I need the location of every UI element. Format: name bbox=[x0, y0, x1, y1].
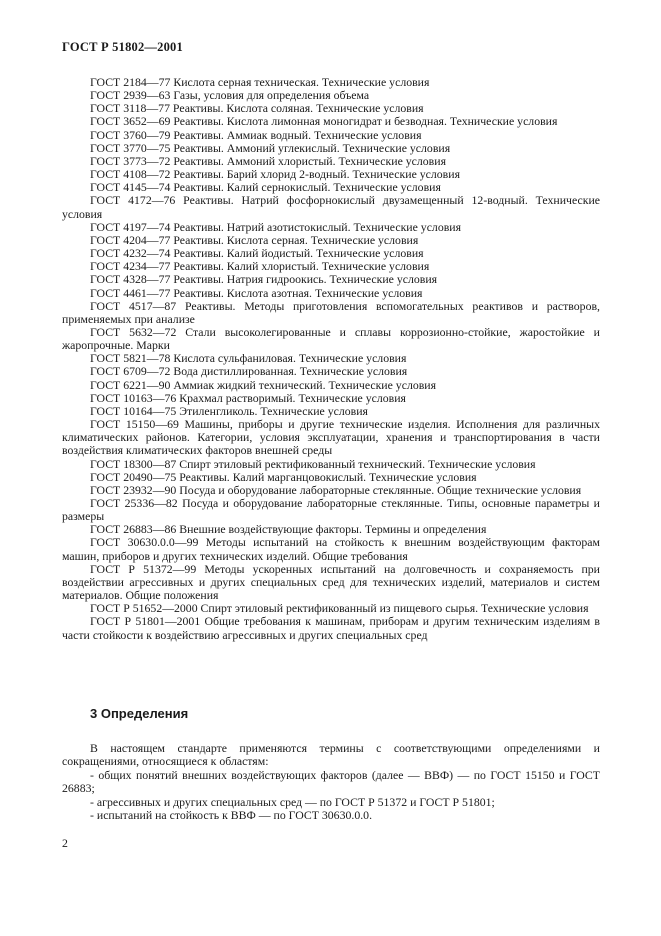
reference-item: ГОСТ 2939—63 Газы, условия для определения объема bbox=[90, 88, 370, 103]
reference-item: ГОСТ 6221—90 Аммиак жидкий технический. Технические условия bbox=[90, 377, 437, 392]
reference-item: ГОСТ 5632—72 Стали высоколегированные и сплавы коррозионно-стойкие, жаростойкие и жаропрочные. Марки bbox=[62, 324, 600, 353]
reference-item: ГОСТ 10164—75 Этиленгликоль. Технические условия bbox=[90, 403, 368, 418]
normative-references-list bbox=[62, 76, 600, 642]
reference-item: ГОСТ 26883—86 Внешние воздействующие факторы. Термины и определения bbox=[90, 522, 487, 537]
reference-item: ГОСТ 3773—72 Реактивы. Аммоний хлористый. Технические условия bbox=[90, 153, 446, 168]
reference-item: ГОСТ Р 51801—2001 Общие требования к машинам, приборам и другим техническим изделиям в части стойкости к воздействию агрессивных и других специальных сред bbox=[62, 614, 600, 642]
reference-item: ГОСТ 4234—77 Реактивы. Калий хлористый. Технические условия bbox=[90, 259, 430, 274]
reference-item: ГОСТ 20490—75 Реактивы. Калий марганцовокислый. Технические условия bbox=[90, 469, 477, 484]
reference-item: ГОСТ 3118—77 Реактивы. Кислота соляная. Технические условия bbox=[90, 101, 424, 116]
reference-item: ГОСТ Р 51652—2000 Спирт этиловый ректификованный из пищевого сырья. Технические условия bbox=[90, 601, 589, 616]
reference-item: ГОСТ 23932—90 Посуда и оборудование лабораторные стеклянные. Общие технические условия bbox=[90, 482, 582, 497]
reference-item: ГОСТ 4328—77 Реактивы. Натрия гидроокись. Технические условия bbox=[90, 272, 438, 287]
reference-item: ГОСТ 4517—87 Реактивы. Методы приготовления вспомогательных реактивов и растворов, применяемых при анализе bbox=[62, 298, 600, 326]
reference-item: ГОСТ Р 51372—99 Методы ускоренных испытаний на долговечность и сохраняемость при воздействии агрессивных и других специальных сред для технических изделий, материалов и систем материалов. Общие положения bbox=[62, 561, 600, 603]
reference-item: ГОСТ 4197—74 Реактивы. Натрий азотистокислый. Технические условия bbox=[90, 219, 462, 234]
reference-item: ГОСТ 4145—74 Реактивы. Калий сернокислый. Технические условия bbox=[90, 180, 441, 195]
reference-item: ГОСТ 4461—77 Реактивы. Кислота азотная. Технические условия bbox=[90, 285, 423, 300]
reference-item: ГОСТ 5821—78 Кислота сульфаниловая. Технические условия bbox=[90, 351, 407, 366]
document-header: ГОСТ Р 51802—2001 bbox=[62, 40, 183, 54]
reference-item: ГОСТ 18300—87 Спирт этиловый ректификованный технический. Технические условия bbox=[90, 456, 536, 471]
reference-item: ГОСТ 4108—72 Реактивы. Барий хлорид 2-водный. Технические условия bbox=[90, 167, 460, 182]
page-number: 2 bbox=[62, 836, 68, 850]
definitions-section bbox=[62, 742, 600, 822]
reference-item: ГОСТ 3652—69 Реактивы. Кислота лимонная моногидрат и безводная. Технические условия bbox=[90, 114, 558, 129]
reference-item: ГОСТ 4172—76 Реактивы. Натрий фосфорнокислый двузамещенный 12-водный. Технические условия bbox=[62, 193, 600, 221]
reference-item: ГОСТ 3770—75 Реактивы. Аммоний углекислый. Технические условия bbox=[90, 140, 451, 155]
reference-item: ГОСТ 4232—74 Реактивы. Калий йодистый. Технические условия bbox=[90, 246, 424, 261]
definitions-item: - общих понятий внешних воздействующих факторов (далее — ВВФ) — по ГОСТ 15150 и ГОСТ 26883; bbox=[62, 767, 600, 796]
definitions-item: - агрессивных и других специальных сред — по ГОСТ Р 51372 и ГОСТ Р 51801; bbox=[90, 794, 495, 809]
definitions-item: - испытаний на стойкость к ВВФ — по ГОСТ 30630.0.0. bbox=[90, 808, 373, 823]
definitions-intro: В настоящем стандарте применяются термины с соответствующими определениями и сокращениями, относящиеся к областям: bbox=[62, 741, 600, 769]
reference-item: ГОСТ 25336—82 Посуда и оборудование лабораторные стеклянные. Типы, основные параметры и размеры bbox=[62, 496, 600, 524]
reference-item: ГОСТ 2184—77 Кислота серная техническая. Технические условия bbox=[90, 75, 430, 89]
section-title: 3 Определения bbox=[90, 706, 189, 721]
reference-item: ГОСТ 10163—76 Крахмал растворимый. Технические условия bbox=[90, 390, 406, 405]
reference-item: ГОСТ 4204—77 Реактивы. Кислота серная. Технические условия bbox=[90, 232, 419, 247]
reference-item: ГОСТ 6709—72 Вода дистиллированная. Технические условия bbox=[90, 364, 408, 379]
reference-item: ГОСТ 30630.0.0—99 Методы испытаний на стойкость к внешним воздействующим факторам машин, приборов и других технических изделий. Общие требования bbox=[62, 535, 600, 563]
reference-item: ГОСТ 15150—69 Машины, приборы и другие технические изделия. Исполнения для различных климатических районов. Категории, условия эксплуатации, хранения и транспортирования в части воздействия климатических факторов внешней среды bbox=[62, 417, 600, 458]
reference-item: ГОСТ 3760—79 Реактивы. Аммиак водный. Технические условия bbox=[90, 127, 422, 142]
